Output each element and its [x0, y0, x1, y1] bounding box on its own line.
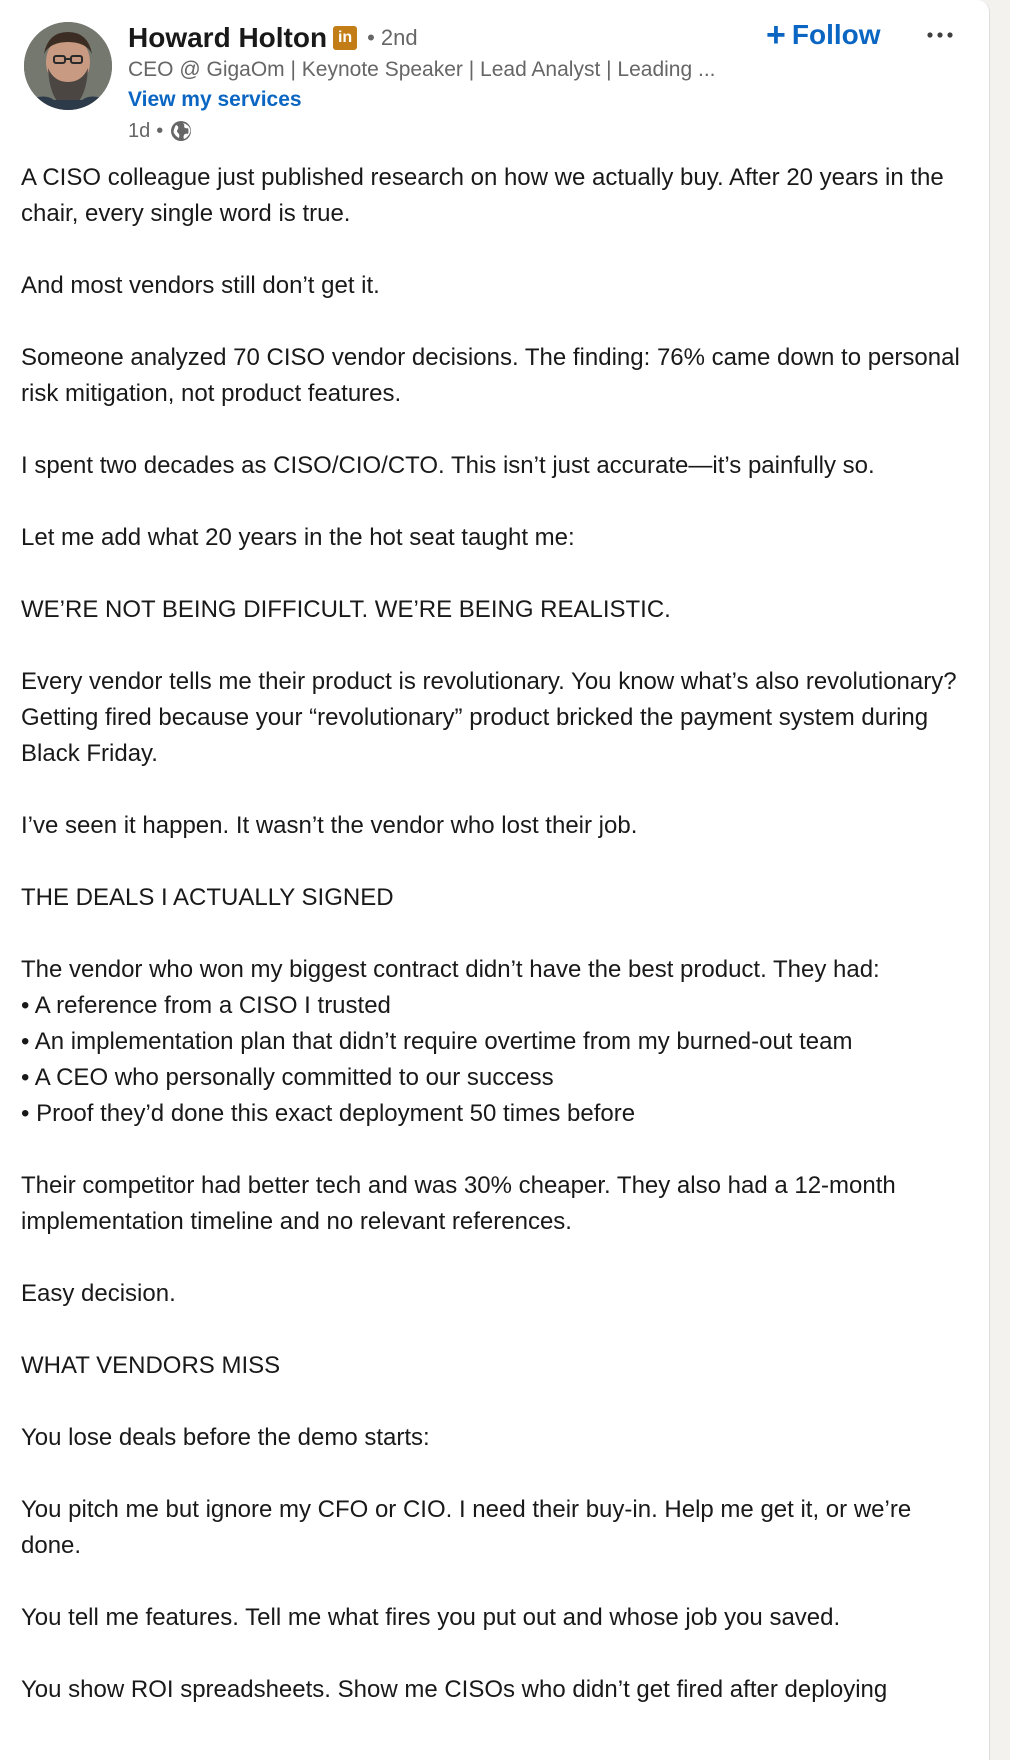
list-item: • A reference from a CISO I trusted — [21, 992, 391, 1019]
view-services-link[interactable]: View my services — [128, 88, 302, 111]
plus-icon: + — [766, 16, 786, 54]
author-name[interactable]: Howard Holton — [128, 22, 328, 53]
linkedin-premium-badge-icon: in — [333, 26, 357, 50]
post-paragraph: Someone analyzed 70 CISO vendor decisions. The finding: 76% came down to personal risk mitigation, not product features. — [21, 344, 960, 407]
post-paragraph: You tell me features. Tell me what fires you put out and whose job you saved. — [21, 1604, 841, 1631]
post-paragraph: I spent two decades as CISO/CIO/CTO. This isn’t just accurate—it’s painfully so. — [21, 452, 875, 479]
post-paragraph: Every vendor tells me their product is revolutionary. You know what’s also revolutionary? Getting fired because your “revolutionary” product bricked the payment system during Black Friday. — [21, 668, 957, 767]
author-headline: CEO @ GigaOm | Keynote Speaker | Lead Analyst | Leading ... — [128, 58, 716, 81]
post-section-heading: THE DEALS I ACTUALLY SIGNED — [21, 884, 394, 911]
follow-button[interactable] — [766, 18, 881, 52]
more-options-button[interactable] — [922, 20, 958, 50]
meta-separator: • — [156, 119, 164, 142]
post-paragraph: Let me add what 20 years in the hot seat taught me: — [21, 524, 575, 551]
connection-degree: • 2nd — [367, 25, 418, 50]
post-paragraph: The vendor who won my biggest contract didn’t have the best product. They had: — [21, 956, 880, 983]
follow-label: Follow — [791, 19, 881, 50]
author-name-row — [128, 22, 418, 54]
post-paragraph: Easy decision. — [21, 1280, 176, 1307]
post-paragraph: I’ve seen it happen. It wasn’t the vendor who lost their job. — [21, 812, 638, 839]
post-paragraph: You pitch me but ignore my CFO or CIO. I need their buy-in. Help me get it, or we’re done. — [21, 1496, 912, 1559]
globe-icon — [169, 119, 193, 143]
list-item: • A CEO who personally committed to our success — [21, 1064, 554, 1091]
post-section-heading: WE’RE NOT BEING DIFFICULT. WE’RE BEING REALISTIC. — [21, 596, 671, 623]
post-paragraph: And most vendors still don’t get it. — [21, 272, 380, 299]
list-item: • Proof they’d done this exact deployment 50 times before — [21, 1100, 636, 1127]
post-time[interactable]: 1d — [128, 119, 151, 142]
list-item: • An implementation plan that didn’t require overtime from my burned-out team — [21, 1028, 853, 1055]
post-paragraph: You show ROI spreadsheets. Show me CISOs who didn’t get fired after deploying — [21, 1676, 888, 1703]
post-body — [21, 160, 971, 1744]
post-section-heading: WHAT VENDORS MISS — [21, 1352, 281, 1379]
post-paragraph: A CISO colleague just published research on how we actually buy. After 20 years in the chair, every single word is true. — [21, 164, 944, 227]
author-avatar[interactable] — [24, 22, 112, 110]
avatar-photo — [24, 22, 112, 110]
post-meta — [128, 119, 193, 143]
ellipsis-icon — [926, 31, 954, 39]
post-paragraph: You lose deals before the demo starts: — [21, 1424, 430, 1451]
post-paragraph: Their competitor had better tech and was 30% cheaper. They also had a 12-month implementation timeline and no relevant references. — [21, 1172, 896, 1235]
